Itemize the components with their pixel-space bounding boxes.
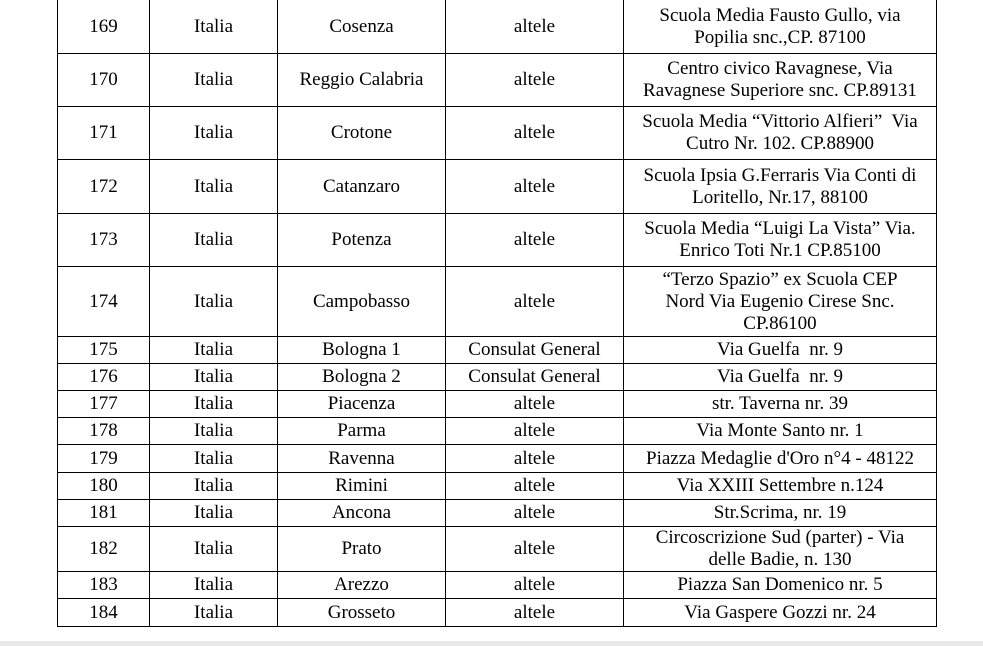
type-cell: altele bbox=[446, 391, 624, 418]
address-line: Loritello, Nr.17, 88100 bbox=[692, 186, 868, 208]
address-line: Via Guelfa nr. 9 bbox=[716, 366, 843, 387]
country-cell: Italia bbox=[150, 160, 278, 214]
row-number-cell: 180 bbox=[58, 473, 150, 500]
row-number-cell: 178 bbox=[58, 418, 150, 445]
country-cell: Italia bbox=[150, 54, 278, 107]
address-line: Centro civico Ravagnese, Via bbox=[667, 58, 893, 79]
type-cell: altele bbox=[446, 160, 624, 214]
row-number-cell: 172 bbox=[58, 160, 150, 214]
city-cell: Parma bbox=[278, 418, 446, 445]
address-line: Scuola Media “Luigi La Vista” Via. bbox=[644, 218, 916, 239]
address-line: Via Guelfa nr. 9 bbox=[716, 339, 843, 360]
address-cell bbox=[624, 527, 937, 572]
table-row bbox=[58, 391, 937, 418]
address-line: Piazza San Domenico nr. 5 bbox=[677, 574, 883, 595]
type-cell: altele bbox=[446, 599, 624, 627]
type-cell: altele bbox=[446, 0, 624, 54]
row-number-cell: 181 bbox=[58, 500, 150, 527]
city-cell: Prato bbox=[278, 527, 446, 572]
city-cell: Catanzaro bbox=[278, 160, 446, 214]
country-cell: Italia bbox=[150, 0, 278, 54]
city-cell: Reggio Calabria bbox=[278, 54, 446, 107]
row-number-cell: 170 bbox=[58, 54, 150, 107]
address-line: Via XXIII Settembre n.124 bbox=[676, 475, 884, 496]
address-line: Ravagnese Superiore snc. CP.89131 bbox=[643, 80, 917, 101]
page-bottom-edge bbox=[0, 641, 983, 646]
address-cell bbox=[624, 445, 937, 473]
address-line: Str.Scrima, nr. 19 bbox=[713, 502, 847, 523]
city-cell: Potenza bbox=[278, 214, 446, 267]
polling-stations-table bbox=[57, 0, 937, 627]
address-cell bbox=[624, 54, 937, 107]
table-row bbox=[58, 500, 937, 527]
table-row bbox=[58, 418, 937, 445]
table-row bbox=[58, 599, 937, 627]
address-cell bbox=[624, 337, 937, 364]
address-line: Via Monte Santo nr. 1 bbox=[696, 420, 864, 441]
address-cell bbox=[624, 214, 937, 267]
country-cell: Italia bbox=[150, 500, 278, 527]
type-cell: Consulat General bbox=[446, 364, 624, 391]
city-cell: Arezzo bbox=[278, 572, 446, 599]
address-cell bbox=[624, 364, 937, 391]
address-cell bbox=[624, 391, 937, 418]
type-cell: altele bbox=[446, 572, 624, 599]
type-cell: altele bbox=[446, 214, 624, 267]
type-cell: altele bbox=[446, 500, 624, 527]
country-cell: Italia bbox=[150, 214, 278, 267]
address-line: Cutro Nr. 102. CP.88900 bbox=[686, 133, 874, 154]
table-row bbox=[58, 572, 937, 599]
address-line: Nord Via Eugenio Cirese Snc. bbox=[665, 290, 895, 312]
city-cell: Campobasso bbox=[278, 267, 446, 337]
type-cell: altele bbox=[446, 107, 624, 160]
city-cell: Crotone bbox=[278, 107, 446, 160]
type-cell: Consulat General bbox=[446, 337, 624, 364]
country-cell: Italia bbox=[150, 599, 278, 627]
city-cell: Grosseto bbox=[278, 599, 446, 627]
address-line: Enrico Toti Nr.1 CP.85100 bbox=[679, 240, 881, 261]
address-line: Scuola Media “Vittorio Alfieri” Via bbox=[642, 111, 918, 132]
address-line: Scuola Media Fausto Gullo, via bbox=[659, 4, 901, 26]
country-cell: Italia bbox=[150, 364, 278, 391]
row-number-cell: 179 bbox=[58, 445, 150, 473]
row-number-cell: 184 bbox=[58, 599, 150, 627]
address-cell bbox=[624, 0, 937, 54]
country-cell: Italia bbox=[150, 418, 278, 445]
type-cell: altele bbox=[446, 54, 624, 107]
table-row bbox=[58, 0, 937, 54]
table-row bbox=[58, 107, 937, 160]
country-cell: Italia bbox=[150, 267, 278, 337]
table-row bbox=[58, 54, 937, 107]
row-number-cell: 177 bbox=[58, 391, 150, 418]
type-cell: altele bbox=[446, 267, 624, 337]
table-row bbox=[58, 214, 937, 267]
city-cell: Ancona bbox=[278, 500, 446, 527]
address-cell bbox=[624, 500, 937, 527]
type-cell: altele bbox=[446, 445, 624, 473]
city-cell: Piacenza bbox=[278, 391, 446, 418]
address-cell bbox=[624, 267, 937, 337]
city-cell: Bologna 2 bbox=[278, 364, 446, 391]
country-cell: Italia bbox=[150, 337, 278, 364]
country-cell: Italia bbox=[150, 391, 278, 418]
address-line: str. Taverna nr. 39 bbox=[711, 393, 849, 414]
address-line: Circoscrizione Sud (parter) - Via bbox=[655, 527, 905, 548]
country-cell: Italia bbox=[150, 572, 278, 599]
address-line: “Terzo Spazio” ex Scuola CEP bbox=[662, 268, 898, 290]
address-line: delle Badie, n. 130 bbox=[708, 549, 852, 570]
address-line: Piazza Medaglie d'Oro n°4 - 48122 bbox=[646, 447, 914, 469]
city-cell: Ravenna bbox=[278, 445, 446, 473]
row-number-cell: 175 bbox=[58, 337, 150, 364]
address-cell bbox=[624, 572, 937, 599]
address-cell bbox=[624, 418, 937, 445]
table-row bbox=[58, 445, 937, 473]
type-cell: altele bbox=[446, 418, 624, 445]
row-number-cell: 176 bbox=[58, 364, 150, 391]
address-cell bbox=[624, 473, 937, 500]
country-cell: Italia bbox=[150, 445, 278, 473]
table-row bbox=[58, 364, 937, 391]
city-cell: Rimini bbox=[278, 473, 446, 500]
table-row bbox=[58, 473, 937, 500]
country-cell: Italia bbox=[150, 107, 278, 160]
country-cell: Italia bbox=[150, 527, 278, 572]
table-body bbox=[58, 0, 937, 627]
address-line: CP.86100 bbox=[743, 312, 817, 334]
table-row bbox=[58, 267, 937, 337]
address-line: Via Gaspere Gozzi nr. 24 bbox=[684, 601, 876, 623]
address-line: Popilia snc.,CP. 87100 bbox=[694, 26, 866, 48]
address-cell bbox=[624, 599, 937, 627]
row-number-cell: 173 bbox=[58, 214, 150, 267]
row-number-cell: 169 bbox=[58, 0, 150, 54]
address-cell bbox=[624, 160, 937, 214]
address-line: Scuola Ipsia G.Ferraris Via Conti di bbox=[643, 164, 917, 186]
row-number-cell: 171 bbox=[58, 107, 150, 160]
row-number-cell: 174 bbox=[58, 267, 150, 337]
type-cell: altele bbox=[446, 527, 624, 572]
table-row bbox=[58, 160, 937, 214]
city-cell: Cosenza bbox=[278, 0, 446, 54]
type-cell: altele bbox=[446, 473, 624, 500]
row-number-cell: 182 bbox=[58, 527, 150, 572]
address-cell bbox=[624, 107, 937, 160]
table-row bbox=[58, 527, 937, 572]
city-cell: Bologna 1 bbox=[278, 337, 446, 364]
country-cell: Italia bbox=[150, 473, 278, 500]
row-number-cell: 183 bbox=[58, 572, 150, 599]
table-row bbox=[58, 337, 937, 364]
